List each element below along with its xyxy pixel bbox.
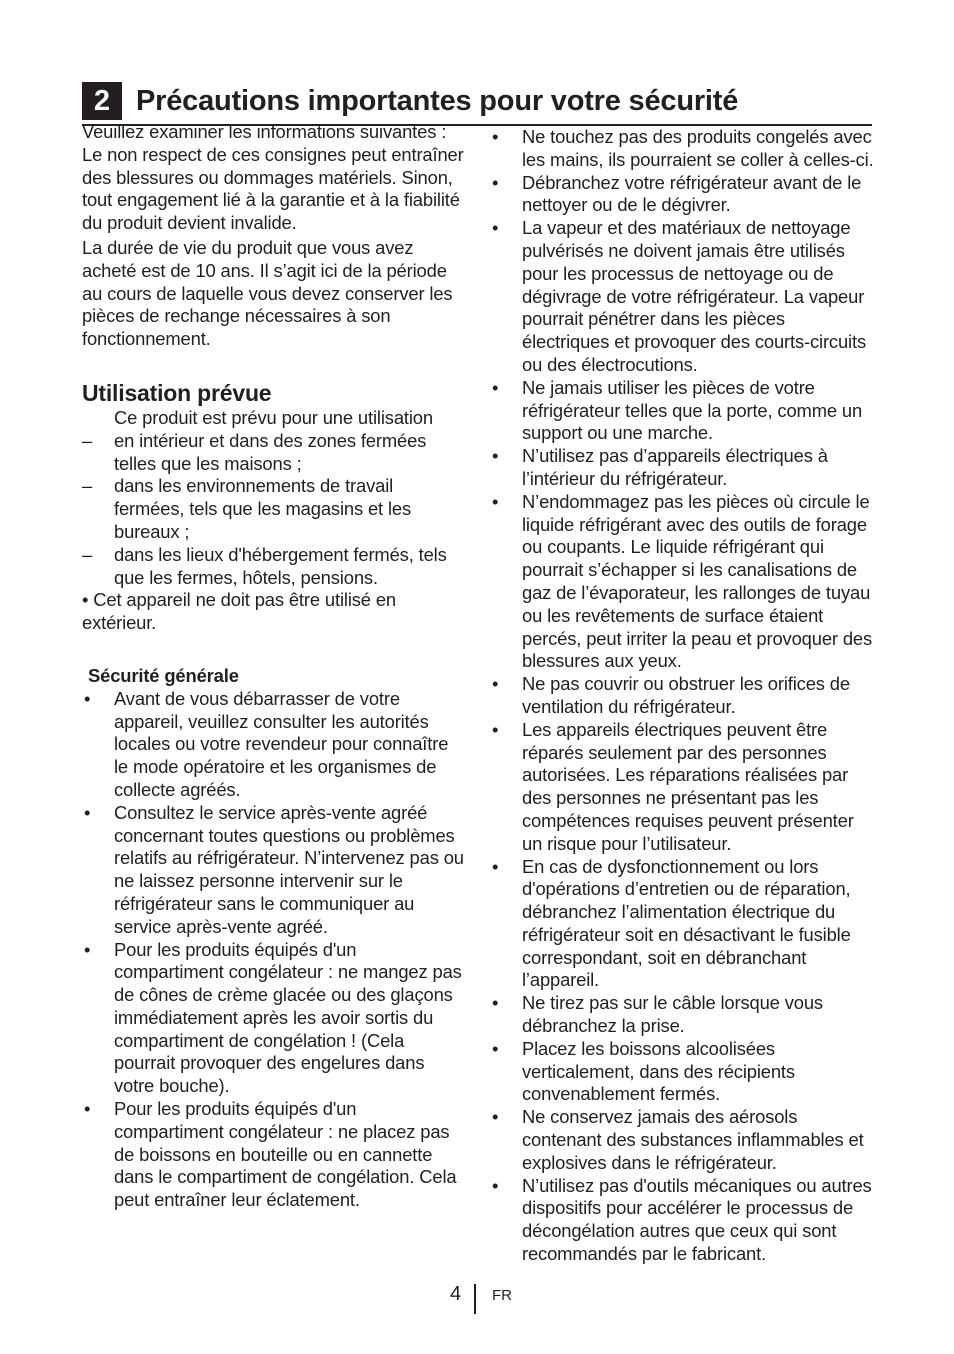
bullet-mark: •: [492, 673, 499, 695]
section-number-badge: 2: [82, 82, 122, 120]
safety-item: • Avant de vous débarrasser de votre appareil, veuillez consulter les autorités locales ou votre revendeur pour connaître le mode opératoire et les organismes de collecte agréés.: [84, 687, 449, 800]
bullet-mark: •: [492, 126, 499, 147]
usage-item: – dans les environnements de travail fermées, tels que les magasins et les bureaux ;: [82, 475, 412, 542]
safety-item: • Ne jamais utiliser les pièces de votre réfrigérateur telles que la porte, comme un support ou une marche.: [492, 376, 863, 444]
footer-divider: [474, 1284, 476, 1314]
lifetime-paragraph: La durée de vie du produit que vous avez acheté est de 10 ans. Il s’agit ici de la période au cours de laquelle vous devez conserver les pièces de rechange nécessaires à son fonctionnement.: [82, 236, 453, 350]
safety-item: • Débranchez votre réfrigérateur avant de le nettoyer ou de le dégivrer.: [492, 171, 862, 216]
safety-item: • Ne tirez pas sur le câble lorsque vous débranchez la prise.: [492, 992, 823, 1037]
safety-item: • Ne pas couvrir ou obstruer les orifices de ventilation du réfrigérateur.: [492, 673, 850, 717]
safety-item: • N’endommagez pas les pièces où circule le liquide réfrigérant avec des outils de forage ou coupants. Le liquide réfrigérant qui pourrait s’échapper si les canalisations de gaz de l’évaporateur, les rallonges de tuyau ou les revêtements de surface étaient percés, peut irriter la peau et provoquer des blessures aux yeux.: [492, 490, 873, 672]
bullet-mark: •: [492, 490, 499, 512]
safety-item: • N’utilisez pas d'outils mécaniques ou autres dispositifs pour accélérer le processus de décongélation autres que ceux qui sont recommandés par le fabricant.: [492, 1174, 872, 1265]
section-title: Précautions importantes pour votre sécurité: [136, 85, 739, 117]
dash-mark: –: [82, 475, 93, 497]
safety-item: • Pour les produits équipés d'un compartiment congélateur : ne placez pas de boissons en bouteille ou en cannette dans le compartiment de congélation. Cela peut entraîner leur éclatement.: [84, 1098, 457, 1211]
safety-item: • N’utilisez pas d’appareils électriques à l’intérieur du réfrigérateur.: [492, 445, 828, 489]
safety-item: • Ne touchez pas des produits congelés avec les mains, ils pourraient se coller à celles-ci.: [492, 126, 874, 170]
bullet-mark: •: [492, 1037, 499, 1059]
language-code: FR: [492, 1287, 512, 1304]
bullet-mark: •: [492, 217, 499, 239]
right-column: [490, 126, 874, 1266]
intro-paragraph: Veuillez examiner les informations suivantes : Le non respect de ces consignes peut entraîner des blessures ou dommages matériels. Sinon, tout engagement lié à la garantie et à la fiabilité du produit devient invalide.: [82, 121, 464, 234]
safety-item: • En cas de dysfonctionnement ou lors d'opérations d’entretien ou de réparation, débranchez l’alimentation électrique du réfrigérateur soit en désactivant le fusible correspondant, soit en débranchant l’appareil.: [492, 855, 851, 991]
bullet-mark: •: [492, 855, 499, 877]
bullet-mark: •: [492, 1106, 499, 1128]
bullet-mark: •: [492, 718, 499, 740]
section-header: [82, 80, 872, 126]
bullet-mark: •: [492, 376, 499, 398]
outdoor-note: • Cet appareil ne doit pas être utilisé en extérieur.: [82, 589, 396, 634]
bullet-mark: •: [492, 1174, 499, 1196]
bullet-mark: •: [84, 801, 91, 823]
safety-item: • Pour les produits équipés d'un compartiment congélateur : ne mangez pas de cônes de crème glacée ou des glaçons immédiatement après les avoir sortis du compartiment de congélation ! (Cela pourrait provoquer des engelures dans votre bouche).: [84, 938, 462, 1097]
left-column: [82, 121, 464, 1212]
general-safety-heading: Sécurité générale: [88, 664, 239, 686]
bullet-mark: •: [84, 938, 91, 960]
dash-mark: –: [82, 429, 93, 451]
bullet-mark: •: [492, 171, 499, 193]
safety-item: • Consultez le service après-vente agréé concernant toutes questions ou problèmes relatifs au réfrigérateur. N’intervenez pas ou ne laissez personne intervenir sur le réfrigérateur sans le communiquer au service après-vente agréé.: [84, 801, 464, 937]
usage-item: – dans les lieux d'hébergement fermés, tels que les fermes, hôtels, pensions.: [82, 543, 447, 588]
dash-mark: –: [82, 543, 93, 565]
usage-lead: Ce produit est prévu pour une utilisation: [114, 406, 433, 428]
safety-item: • Les appareils électriques peuvent être réparés seulement par des personnes autorisées. Les réparations réalisées par des personnes ne présentant pas les compétences requises peuvent présenter un risque pour l’utilisateur.: [492, 718, 854, 854]
bullet-mark: •: [492, 992, 499, 1014]
bullet-mark: •: [84, 687, 91, 709]
safety-item: • Ne conservez jamais des aérosols contenant des substances inflammables et explosives dans le réfrigérateur.: [492, 1106, 864, 1173]
bullet-mark: •: [492, 445, 499, 467]
page-number: 4: [450, 1283, 462, 1305]
usage-item: – en intérieur et dans des zones fermées telles que les maisons ;: [82, 429, 427, 474]
bullet-mark: •: [84, 1098, 91, 1120]
usage-heading: Utilisation prévue: [82, 379, 272, 406]
safety-item: • Placez les boissons alcoolisées verticalement, dans des récipients convenablement fermés.: [492, 1037, 795, 1105]
safety-item: • La vapeur et des matériaux de nettoyage pulvérisés ne doivent jamais être utilisés pour les processus de nettoyage ou de dégivrage de votre réfrigérateur. La vapeur pourrait pénétrer dans les pièces électriques et provoquer des courts-circuits ou des électrocutions.: [492, 217, 866, 375]
